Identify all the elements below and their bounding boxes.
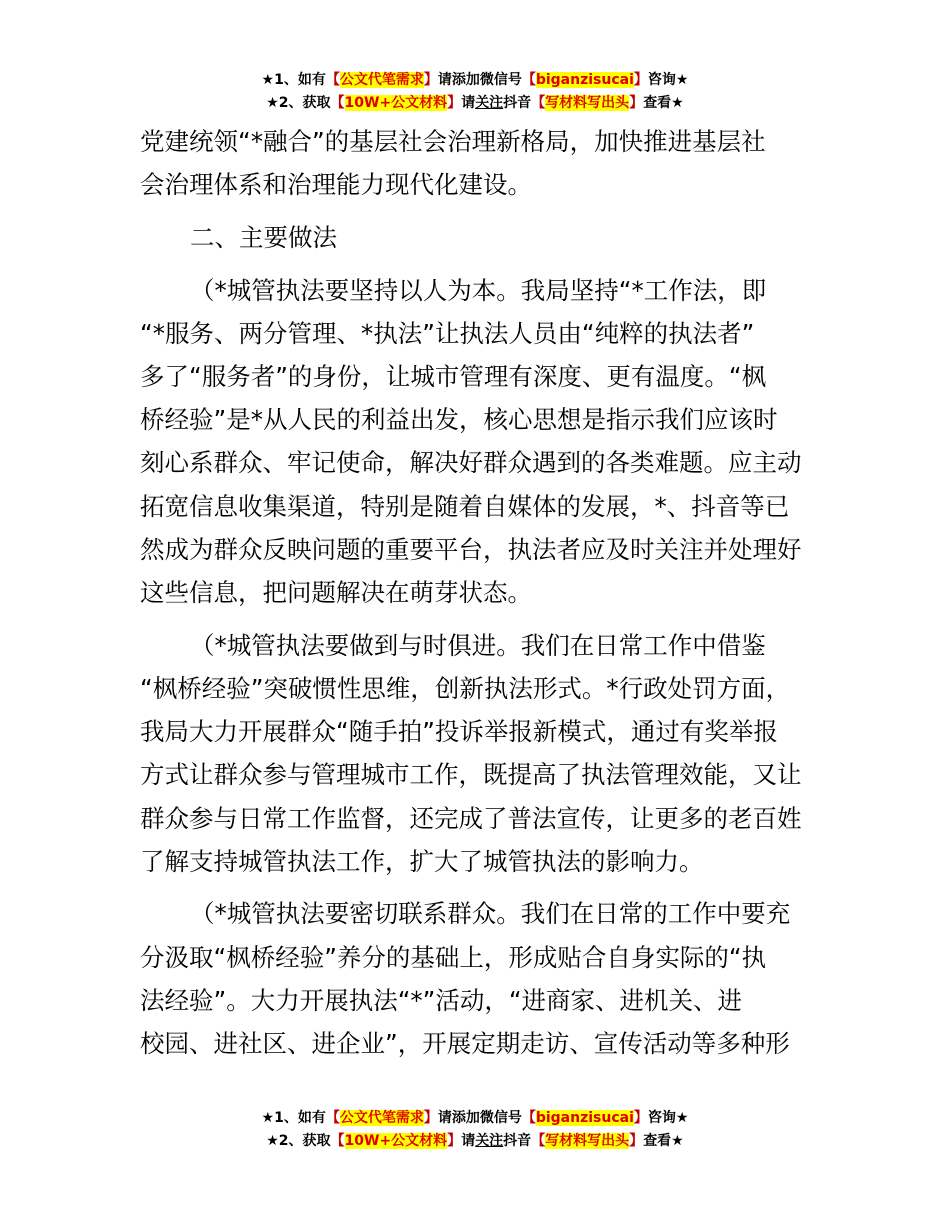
bracket: 】 <box>423 1110 438 1126</box>
bracket: 】 <box>423 72 438 88</box>
body-line: 我局大力开展群众“随手拍”投诉举报新模式，通过有奖举报 <box>140 717 778 747</box>
highlight-materials: 10W+公文材料 <box>344 95 448 111</box>
body-line: 法经验”。大力开展执法“*”活动，“进商家、进机关、进 <box>140 985 743 1015</box>
promo-text: 查看★ <box>643 95 684 111</box>
footer-promo-banner <box>0 1107 950 1153</box>
promo-text: 请添加微信号 <box>437 72 522 88</box>
bracket: 【 <box>330 1133 345 1149</box>
promo-text: ★2、获取 <box>266 95 331 111</box>
promo-text: ★1、如有 <box>261 1110 326 1126</box>
bracket: 【 <box>531 1133 546 1149</box>
body-line: 群众参与日常工作监督，还完成了普法宣传，让更多的老百姓 <box>140 803 802 833</box>
bracket: 【 <box>330 95 345 111</box>
promo-line-2 <box>0 1130 950 1153</box>
body-line: （*城管执法要做到与时俱进。我们在日常工作中借鉴 <box>190 630 766 660</box>
promo-text: ★2、获取 <box>266 1133 331 1149</box>
body-line: （*城管执法要坚持以人为本。我局坚持“*工作法，即 <box>190 275 767 305</box>
highlight-materials: 10W+公文材料 <box>344 1133 448 1149</box>
bracket: 】 <box>633 1110 648 1126</box>
promo-text: 抖音 <box>503 1133 532 1149</box>
bracket: 【 <box>325 72 340 88</box>
body-line: 分汲取“枫桥经验”养分的基础上，形成贴合自身实际的“执 <box>140 942 767 972</box>
body-line: 了解支持城管执法工作，扩大了城管执法的影响力。 <box>140 846 704 876</box>
promo-text: 请 <box>461 95 476 111</box>
body-line: 会治理体系和治理能力现代化建设。 <box>140 170 532 200</box>
header-promo-banner <box>0 69 950 115</box>
bracket: 】 <box>447 95 462 111</box>
body-line: 党建统领“*融合”的基层社会治理新格局，加快推进基层社 <box>140 127 766 156</box>
promo-text-underlined: 关注 <box>475 1133 504 1149</box>
promo-text: 咨询★ <box>647 1110 689 1126</box>
body-line: 刻心系群众、牢记使命，解决好群众遇到的各类难题。应主动 <box>140 448 802 478</box>
promo-text: ★1、如有 <box>261 72 326 88</box>
highlight-wechat-id: biganzisucai <box>535 72 634 88</box>
bracket: 【 <box>325 1110 340 1126</box>
body-line: 这些信息，把问题解决在萌芽状态。 <box>140 578 532 608</box>
promo-text: 请 <box>461 1133 476 1149</box>
promo-line-1 <box>0 1107 950 1130</box>
highlight-douyin-account: 写材料写出头 <box>545 95 630 111</box>
bracket: 】 <box>629 95 644 111</box>
promo-text: 请添加微信号 <box>437 1110 522 1126</box>
bracket: 【 <box>521 72 536 88</box>
highlight-douyin-account: 写材料写出头 <box>545 1133 630 1149</box>
promo-text: 查看★ <box>643 1133 684 1149</box>
body-line: “枫桥经验”突破惯性思维，创新执法形式。*行政处罚方面， <box>140 673 791 703</box>
body-line: 校园、进社区、进企业”，开展定期走访、宣传活动等多种形 <box>140 1029 790 1059</box>
promo-text: 咨询★ <box>647 72 689 88</box>
promo-text: 抖音 <box>503 95 532 111</box>
promo-line-2 <box>0 92 950 115</box>
bracket: 】 <box>633 72 648 88</box>
highlight-service: 公文代笔需求 <box>339 72 424 88</box>
body-line: 多了“服务者”的身份，让城市管理有深度、更有温度。“枫 <box>140 362 767 392</box>
body-line: 然成为群众反映问题的重要平台，执法者应及时关注并处理好 <box>140 534 802 564</box>
highlight-service: 公文代笔需求 <box>339 1110 424 1126</box>
document-body <box>140 120 830 1065</box>
body-line: “*服务、两分管理、*执法”让执法人员由“纯粹的执法者” <box>140 318 755 348</box>
bracket: 】 <box>447 1133 462 1149</box>
body-line: 拓宽信息收集渠道，特别是随着自媒体的发展，*、抖音等已 <box>140 491 790 521</box>
body-line: （*城管执法要密切联系群众。我们在日常的工作中要充 <box>190 899 791 929</box>
bracket: 【 <box>521 1110 536 1126</box>
body-line: 方式让群众参与管理城市工作，既提高了执法管理效能，又让 <box>140 760 802 790</box>
bracket: 】 <box>629 1133 644 1149</box>
section-heading: 二、主要做法 <box>190 222 337 252</box>
promo-text-underlined: 关注 <box>475 95 504 111</box>
bracket: 【 <box>531 95 546 111</box>
body-line: 桥经验”是*从人民的利益出发，核心思想是指示我们应该时 <box>140 405 778 435</box>
highlight-wechat-id: biganzisucai <box>535 1110 634 1126</box>
promo-line-1 <box>0 69 950 92</box>
